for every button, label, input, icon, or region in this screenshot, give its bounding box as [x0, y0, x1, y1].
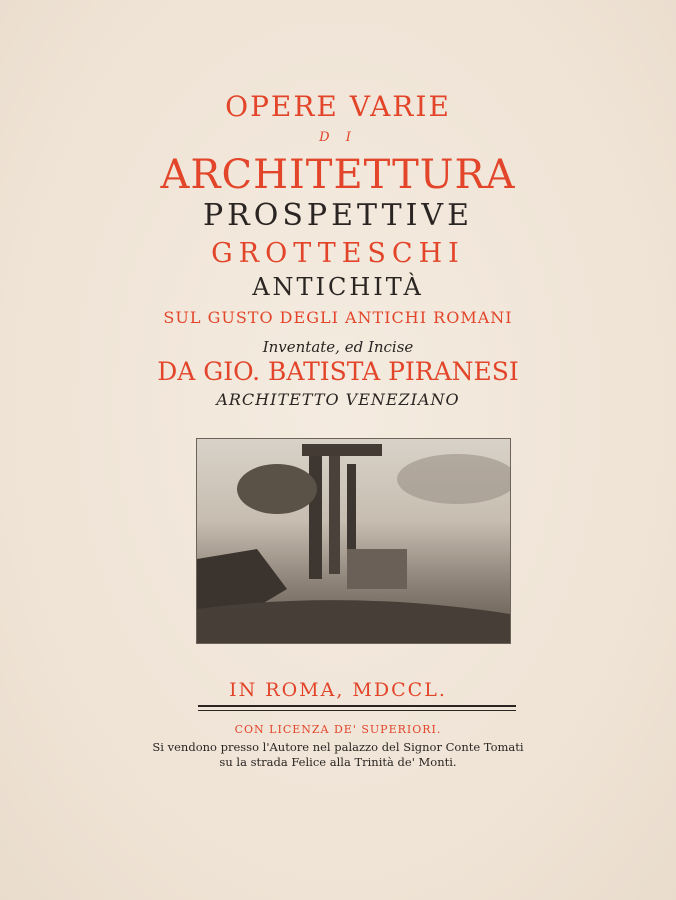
title-line-piranesi: DA GIO. BATISTA PIRANESI: [157, 357, 519, 386]
title-line-di: D I: [319, 130, 357, 145]
title-line-architetto: ARCHITETTO VENEZIANO: [216, 390, 460, 409]
title-line-prospettive: PROSPETTIVE: [203, 198, 473, 233]
engraving-ruins-illustration: [196, 438, 511, 644]
title-line-opere-varie: OPERE VARIE: [225, 90, 451, 123]
title-line-antichita: ANTICHITÀ: [252, 273, 424, 301]
double-rule-bottom: [198, 710, 516, 711]
title-line-grotteschi: GROTTESCHI: [211, 238, 465, 269]
sale-line-1: Si vendono presso l'Autore nel palazzo del Signor Conte Tomati: [152, 740, 524, 754]
title-line-sul-gusto: SUL GUSTO DEGLI ANTICHI ROMANI: [163, 308, 513, 327]
sale-line-2: su la strada Felice alla Trinità de' Monti.: [219, 755, 457, 769]
title-line-architettura: ARCHITETTURA: [160, 152, 516, 198]
title-line-inventate: Inventate, ed Incise: [262, 338, 414, 356]
imprint-place-date: IN ROMA, MDCCL.: [229, 679, 447, 701]
double-rule-top: [198, 705, 516, 707]
license-line: CON LICENZA DE' SUPERIORI.: [234, 723, 442, 736]
